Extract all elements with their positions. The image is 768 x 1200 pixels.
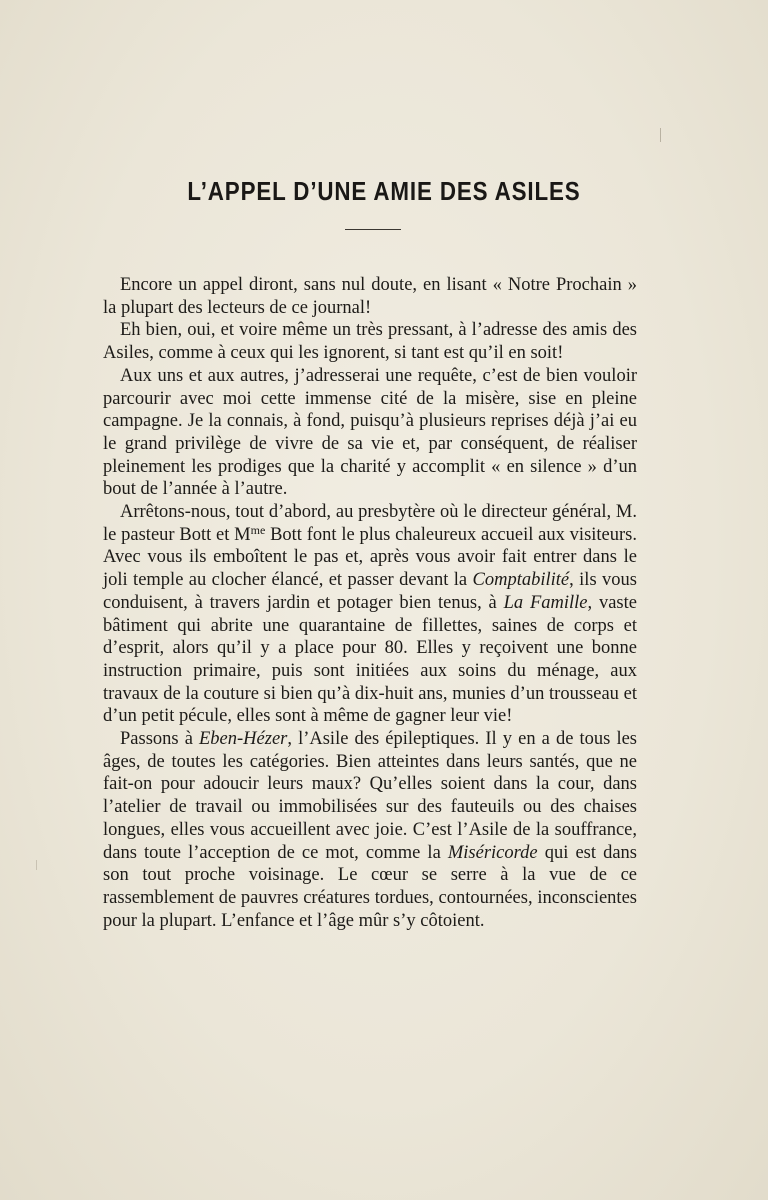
paragraph [103, 501, 637, 728]
text-run: Arrêtons-nous, tout d’abord, au presbytère où le directeur général, M. le pasteur Bott et M [103, 502, 637, 545]
title-rule [345, 229, 401, 230]
text-run: Encore un appel diront, sans nul doute, en lisant « Notre Prochain » la plupart des lecteurs de ce journal! [103, 275, 637, 318]
italic-text: Comptabilité [472, 570, 570, 591]
article-title: L’APPEL D’UNE AMIE DES ASILES [187, 176, 581, 206]
italic-text: Miséricorde [447, 842, 538, 863]
text-run: qui est dans son tout proche voisinage. Le cœur se serre à la vue de ce rassemblement de pauvres créatures tordues, contournées, inconscientes pour la plupart. L’enfance et l’âge mûr s’y côtoient. [103, 842, 637, 931]
text-run: , l’Asile des épileptiques. Il y en a de tous les âges, de toutes les catégories. Bien atteintes dans leurs santés, que ne fait-on pour adoucir leurs maux? Qu’elles soient dans la cour, dans l’atelier de travail ou immobilisées sur des fauteuils ou des chaises longues, elles vous accueillent avec joie. C’est l’Asile de la souffrance, dans toute l’acception de ce mot, comme la [103, 729, 637, 863]
text-run: Aux uns et aux autres, j’adresserai une requête, c’est de bien vouloir parcourir avec moi cette immense cité de la misère, sise en pleine campagne. Je la connais, à fond, puisqu’à plusieurs reprises déjà j’ai eu le grand privilège de vivre de sa vie et, par conséquent, de réaliser pleinement les prodiges que la charité y accomplit « en silence » d’un bout de l’année à l’autre. [103, 365, 637, 500]
text-run: Eh bien, oui, et voire même un très pressant, à l’adresse des amis des Asiles, comme à ceux qui les ignorent, si tant est qu’il en soit! [103, 320, 637, 364]
margin-mark [660, 128, 661, 142]
paragraph [103, 319, 637, 364]
text-run: Passons à [120, 729, 199, 750]
text-run: , ils vous conduisent, à travers jardin et potager bien tenus, à [103, 570, 637, 613]
paragraph [103, 365, 637, 501]
paragraph [103, 728, 637, 932]
text-run: Bott font le plus chaleureux accueil aux visiteurs. Avec vous ils emboîtent le pas et, après vous avoir fait entrer dans le joli temple au clocher élancé, et passer devant la [103, 524, 637, 591]
superscript: me [250, 522, 266, 537]
paragraph [103, 274, 637, 319]
italic-text: La Famille [503, 592, 588, 613]
italic-text: Eben-Hézer [199, 729, 288, 750]
margin-mark [36, 860, 37, 870]
article-body [103, 274, 637, 932]
text-run: , vaste bâtiment qui abrite une quarantaine de fillettes, saines de corps et d’esprit, alors qu’il y a place pour 80. Elles y reçoivent une bonne instruction primaire, puis sont initiées aux soins du ménage, aux travaux de la couture si bien qu’à dix-huit ans, munies d’un trousseau et d’un petit pécule, elles sont à même de gagner leur vie! [103, 592, 637, 727]
